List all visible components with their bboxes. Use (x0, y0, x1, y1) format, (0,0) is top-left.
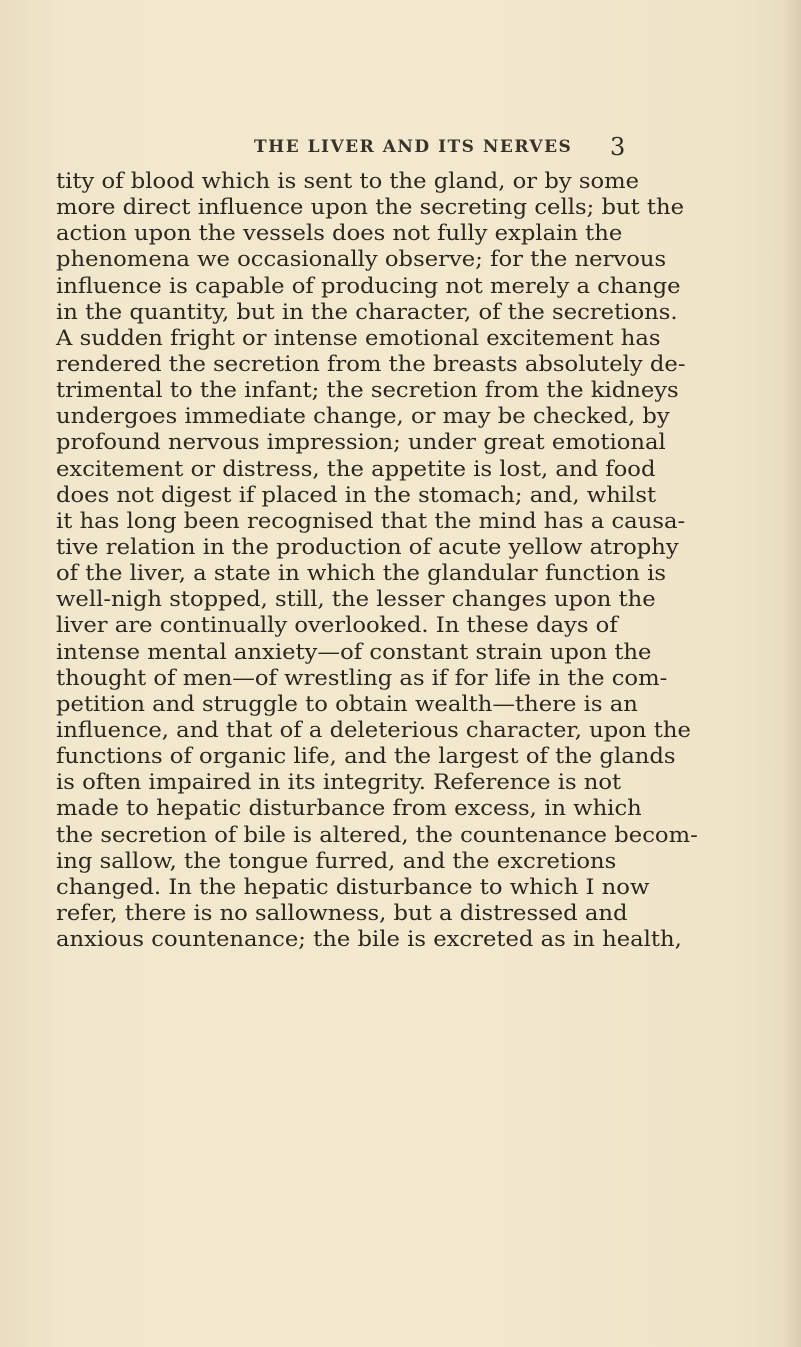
text-line: tity of blood which is sent to the gland, or by some (56, 169, 640, 193)
text-line: made to hepatic disturbance from excess, in which (56, 796, 642, 821)
page-number: 3 (610, 133, 626, 161)
text-line: is often impaired in its integrity. Reference is not (56, 770, 622, 795)
text-line: action upon the vessels does not fully explain the (56, 221, 623, 246)
text-line: does not digest if placed in the stomach; and, whilst (56, 482, 657, 507)
text-line: more direct influence upon the secreting cells; but the (56, 195, 685, 220)
text-line: the secretion of bile is altered, the countenance becom- (56, 822, 698, 847)
text-line: intense mental anxiety—of constant strain upon the (56, 639, 652, 664)
text-line: well-nigh stopped, still, the lesser changes upon the (56, 587, 656, 612)
page-edge-shadow (783, 0, 801, 1347)
text-line: influence is capable of producing not merely a change (56, 273, 681, 298)
text-line: anxious countenance; the bile is excreted as in health, (56, 927, 682, 952)
text-line: rendered the secretion from the breasts absolutely de- (56, 351, 686, 376)
running-head-title: THE LIVER AND ITS NERVES (254, 137, 573, 157)
running-head (0, 133, 801, 165)
text-line: of the liver, a state in which the glandular function is (56, 561, 666, 586)
text-line: undergoes immediate change, or may be checked, by (56, 404, 670, 429)
text-line: thought of men—of wrestling as if for life in the com- (56, 665, 668, 690)
text-line: changed. In the hepatic disturbance to which I now (56, 874, 650, 899)
text-line: refer, there is no sallowness, but a distressed and (56, 900, 628, 925)
body-text (56, 168, 744, 952)
text-line: in the quantity, but in the character, of the secretions. (56, 299, 678, 324)
text-line: it has long been recognised that the mind has a causa- (56, 508, 686, 533)
text-line: tive relation in the production of acute yellow atrophy (56, 534, 679, 559)
text-line: trimental to the infant; the secretion from the kidneys (56, 378, 679, 403)
text-line: A sudden fright or intense emotional excitement has (56, 325, 661, 350)
text-line: functions of organic life, and the largest of the glands (56, 744, 676, 769)
text-line: phenomena we occasionally observe; for the nervous (56, 247, 667, 272)
text-line: petition and struggle to obtain wealth—there is an (56, 691, 638, 716)
text-line: liver are continually overlooked. In these days of (56, 613, 618, 638)
text-line: profound nervous impression; under great emotional (56, 430, 666, 455)
text-line: ing sallow, the tongue furred, and the excretions (56, 848, 617, 873)
text-line: excitement or distress, the appetite is lost, and food (56, 456, 656, 481)
text-line: influence, and that of a deleterious character, upon the (56, 717, 691, 742)
